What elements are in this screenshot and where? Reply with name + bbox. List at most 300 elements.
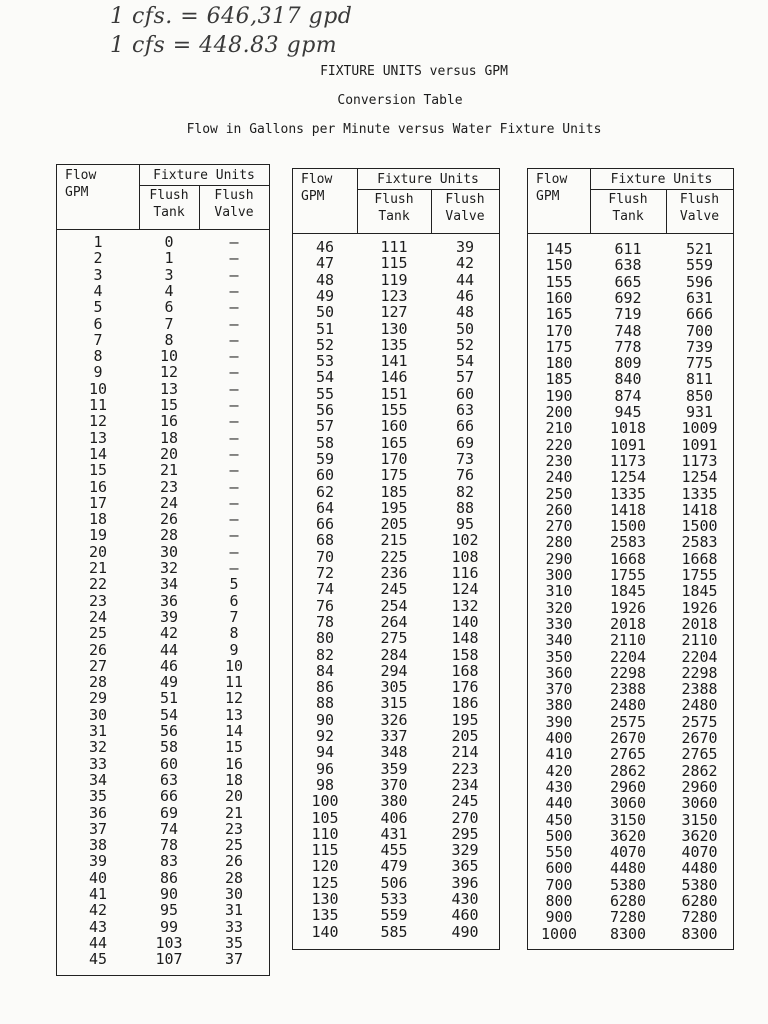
flush-valve-cell: 5 bbox=[229, 575, 239, 594]
table-row bbox=[57, 283, 269, 299]
flush-valve-cell: 30 bbox=[224, 885, 244, 903]
flow-gpm-cell: 10 bbox=[88, 379, 108, 398]
flush-valve-cell: 2480 bbox=[681, 696, 718, 715]
flush-tank-cell: 665 bbox=[614, 272, 642, 291]
flush-tank-cell: 945 bbox=[614, 403, 642, 421]
table-row bbox=[528, 355, 733, 371]
flush-valve-cell: 26 bbox=[224, 852, 244, 871]
flush-valve-cell: 490 bbox=[451, 922, 479, 941]
flush-valve-cell: 37 bbox=[224, 950, 244, 969]
flush-tank-cell: 42 bbox=[159, 624, 179, 643]
table-row bbox=[528, 453, 733, 469]
flush-valve-cell: 205 bbox=[451, 727, 479, 745]
flush-tank-cell: 30 bbox=[159, 542, 179, 561]
flush-valve-cell: 42 bbox=[455, 254, 475, 273]
flush-tank-cell: 692 bbox=[614, 288, 642, 307]
flush-valve-cell: 31 bbox=[224, 901, 244, 920]
table-row bbox=[528, 420, 733, 436]
flow-gpm-cell: 16 bbox=[88, 477, 108, 496]
table-row bbox=[528, 290, 733, 306]
flush-tank-cell: 315 bbox=[380, 694, 408, 713]
flush-tank-cell: 63 bbox=[159, 770, 179, 789]
table-row bbox=[57, 511, 269, 527]
flush-tank-cell: 83 bbox=[159, 852, 179, 871]
flow-gpm-cell: 74 bbox=[315, 580, 335, 599]
flush-valve-cell: 234 bbox=[451, 775, 479, 794]
flush-valve-cell: 148 bbox=[451, 629, 479, 648]
flush-valve-cell: 168 bbox=[451, 661, 479, 680]
flush-tank-cell: 7280 bbox=[609, 908, 647, 927]
table-row bbox=[293, 418, 499, 434]
flow-gpm-cell: 57 bbox=[315, 417, 335, 436]
flush-valve-cell: 8300 bbox=[681, 924, 718, 943]
flush-label: Flush bbox=[445, 192, 485, 207]
flush-tank-cell: 326 bbox=[380, 710, 408, 729]
flush-valve-cell: 3150 bbox=[681, 810, 718, 829]
flush-valve-cell: — bbox=[229, 314, 239, 333]
flow-gpm-cell: 5 bbox=[93, 298, 103, 317]
flush-valve-cell: 596 bbox=[685, 272, 714, 291]
flush-valve-cell: 2018 bbox=[681, 614, 718, 633]
flush-tank-cell: 86 bbox=[159, 868, 179, 887]
flow-gpm-cell: 270 bbox=[545, 517, 573, 536]
flush-label: Flush bbox=[608, 192, 648, 207]
flow-gpm-cell: 53 bbox=[315, 352, 335, 371]
flow-gpm-cell: 165 bbox=[545, 305, 573, 324]
flow-gpm-cell: 430 bbox=[545, 777, 573, 796]
flow-gpm-cell: 2 bbox=[93, 249, 103, 268]
flush-tank-header bbox=[357, 191, 431, 225]
flush-valve-cell: 365 bbox=[451, 857, 479, 876]
table-row bbox=[293, 842, 499, 858]
flush-tank-cell: 2298 bbox=[609, 663, 647, 682]
flow-gpm-cell: 220 bbox=[545, 435, 573, 454]
flush-valve-cell: 811 bbox=[685, 370, 714, 389]
flush-valve-cell: 60 bbox=[455, 384, 475, 403]
flow-gpm-cell: 350 bbox=[545, 647, 573, 666]
flush-tank-cell: 8 bbox=[164, 330, 174, 349]
flush-tank-cell: 2575 bbox=[609, 712, 647, 731]
flush-label: Flush bbox=[679, 192, 720, 207]
table-row bbox=[293, 598, 499, 614]
table-row bbox=[293, 924, 499, 940]
flush-valve-cell: — bbox=[229, 510, 239, 529]
table-row bbox=[528, 323, 733, 339]
flow-label: Flow bbox=[65, 168, 97, 183]
flush-valve-cell: 850 bbox=[685, 386, 714, 405]
table-row bbox=[528, 681, 733, 697]
flow-gpm-cell: 370 bbox=[545, 680, 573, 699]
flush-tank-cell: 36 bbox=[159, 591, 179, 610]
flush-valve-cell: 2204 bbox=[681, 647, 718, 666]
table-row bbox=[293, 614, 499, 630]
flush-tank-cell: 2960 bbox=[609, 777, 647, 796]
table-row bbox=[57, 430, 269, 446]
flow-gpm-cell: 98 bbox=[315, 775, 335, 794]
flow-gpm-cell: 54 bbox=[315, 368, 335, 387]
flush-valve-cell: 396 bbox=[451, 873, 479, 892]
table-row bbox=[528, 518, 733, 534]
flow-gpm-cell: 6 bbox=[93, 314, 103, 333]
flush-valve-cell: — bbox=[229, 559, 239, 577]
table-row bbox=[57, 886, 269, 902]
table-header bbox=[528, 169, 733, 234]
table-row bbox=[293, 386, 499, 402]
flow-gpm-cell: 11 bbox=[88, 396, 108, 414]
table-row bbox=[528, 860, 733, 876]
flush-valve-cell: 35 bbox=[224, 933, 244, 952]
flush-label: Flush bbox=[214, 188, 254, 203]
table-row bbox=[528, 649, 733, 665]
flush-valve-cell: — bbox=[229, 477, 239, 496]
table-row bbox=[57, 625, 269, 641]
flush-tank-cell: 874 bbox=[614, 386, 642, 405]
table-row bbox=[528, 274, 733, 290]
table-row bbox=[293, 516, 499, 532]
flush-valve-cell: 140 bbox=[451, 612, 479, 631]
flow-gpm-cell: 76 bbox=[315, 596, 335, 615]
flow-gpm-cell: 39 bbox=[88, 852, 108, 871]
flush-valve-header bbox=[666, 191, 733, 225]
flush-valve-cell: 223 bbox=[451, 759, 479, 778]
flush-valve-header bbox=[199, 187, 269, 221]
flush-tank-cell: 3 bbox=[164, 265, 174, 284]
table-row bbox=[57, 788, 269, 804]
table-row bbox=[293, 712, 499, 728]
gpm-label: GPM bbox=[536, 189, 560, 204]
flush-valve-cell: 2110 bbox=[681, 631, 718, 650]
flush-valve-cell: 6280 bbox=[681, 892, 718, 910]
flow-gpm-cell: 90 bbox=[315, 710, 335, 729]
table-row bbox=[57, 234, 269, 250]
flush-tank-cell: 165 bbox=[380, 433, 408, 452]
flush-tank-cell: 359 bbox=[380, 759, 408, 778]
flow-gpm-cell: 140 bbox=[311, 922, 339, 941]
table-row bbox=[57, 397, 269, 413]
flow-gpm-cell: 700 bbox=[545, 875, 573, 894]
flush-valve-cell: 8 bbox=[229, 624, 239, 643]
flush-valve-cell: 666 bbox=[685, 305, 714, 324]
flush-valve-cell: 1173 bbox=[681, 451, 718, 470]
valve-label: Valve bbox=[445, 209, 485, 224]
flow-gpm-cell: 48 bbox=[315, 270, 335, 289]
table-row bbox=[57, 479, 269, 495]
table-row bbox=[57, 658, 269, 674]
flush-valve-cell: 245 bbox=[451, 792, 479, 811]
flow-gpm-cell: 3 bbox=[93, 265, 103, 284]
table-row bbox=[528, 909, 733, 925]
flow-label: Flow bbox=[536, 172, 568, 187]
table-row bbox=[57, 674, 269, 690]
flush-tank-header bbox=[590, 191, 666, 225]
flush-valve-cell: — bbox=[229, 444, 239, 463]
table-row bbox=[57, 756, 269, 772]
flush-tank-cell: 611 bbox=[614, 240, 642, 258]
flow-gpm-cell: 21 bbox=[88, 559, 108, 577]
conversion-table-3 bbox=[527, 168, 734, 950]
column-divider bbox=[590, 169, 591, 233]
table-row bbox=[528, 583, 733, 599]
flow-gpm-cell: 1 bbox=[93, 233, 103, 251]
flush-tank-cell: 115 bbox=[380, 254, 408, 273]
flush-valve-cell: 1254 bbox=[681, 468, 718, 487]
table-row bbox=[293, 761, 499, 777]
flush-tank-cell: 337 bbox=[380, 727, 408, 745]
flush-valve-cell: 2862 bbox=[681, 761, 718, 780]
flush-valve-cell: — bbox=[229, 347, 239, 366]
fixture-units-header: Fixture Units bbox=[139, 168, 269, 186]
table-row bbox=[293, 255, 499, 271]
flow-gpm-cell: 29 bbox=[88, 689, 108, 708]
valve-label: Valve bbox=[679, 209, 720, 224]
flush-valve-cell: — bbox=[229, 526, 239, 545]
flush-tank-cell: 275 bbox=[380, 629, 408, 648]
table-row bbox=[528, 257, 733, 273]
table-row bbox=[57, 593, 269, 609]
flush-valve-cell: — bbox=[229, 542, 239, 561]
tank-label: Tank bbox=[378, 209, 410, 224]
flush-tank-cell: 135 bbox=[380, 335, 408, 354]
flush-tank-cell: 1418 bbox=[609, 500, 647, 519]
flow-gpm-cell: 410 bbox=[545, 745, 573, 764]
flow-gpm-cell: 82 bbox=[315, 645, 335, 664]
table-row bbox=[293, 744, 499, 760]
flush-valve-cell: 631 bbox=[685, 288, 714, 307]
flush-tank-header bbox=[139, 187, 199, 221]
flush-valve-cell: 10 bbox=[224, 656, 244, 675]
table-header bbox=[57, 165, 269, 230]
flow-gpm-cell: 600 bbox=[545, 859, 573, 878]
table-row bbox=[57, 919, 269, 935]
table-row bbox=[57, 609, 269, 625]
table-row bbox=[528, 665, 733, 681]
flow-gpm-cell: 105 bbox=[311, 808, 339, 827]
flow-gpm-cell: 80 bbox=[315, 629, 335, 648]
flush-valve-cell: 6 bbox=[229, 591, 239, 610]
flush-tank-cell: 5380 bbox=[609, 875, 647, 894]
flush-valve-cell: 2765 bbox=[681, 745, 718, 764]
flush-tank-cell: 778 bbox=[614, 337, 642, 356]
flush-tank-cell: 1926 bbox=[609, 598, 647, 617]
flush-tank-cell: 305 bbox=[380, 678, 408, 697]
gpm-label: GPM bbox=[301, 189, 325, 204]
flow-gpm-cell: 190 bbox=[545, 386, 573, 405]
table-row bbox=[57, 935, 269, 951]
flush-tank-cell: 18 bbox=[159, 428, 179, 447]
flow-gpm-cell: 18 bbox=[88, 510, 108, 529]
flush-tank-cell: 141 bbox=[380, 352, 408, 371]
flow-gpm-cell: 145 bbox=[545, 240, 573, 258]
flow-gpm-cell: 58 bbox=[315, 433, 335, 452]
flush-valve-cell: 18 bbox=[224, 770, 244, 789]
flush-tank-cell: 1 bbox=[164, 249, 174, 268]
flush-valve-cell: 5380 bbox=[681, 875, 718, 894]
flush-tank-cell: 1845 bbox=[609, 582, 647, 601]
table-row bbox=[528, 241, 733, 257]
flush-tank-cell: 559 bbox=[380, 906, 408, 925]
flush-valve-cell: 1926 bbox=[681, 598, 718, 617]
flush-tank-cell: 431 bbox=[380, 824, 408, 843]
table-row bbox=[528, 828, 733, 844]
flow-gpm-cell: 17 bbox=[88, 493, 108, 512]
flush-valve-cell: 1091 bbox=[681, 435, 718, 454]
flush-tank-cell: 185 bbox=[380, 482, 408, 501]
flow-gpm-cell: 25 bbox=[88, 624, 108, 643]
flush-tank-cell: 8300 bbox=[609, 924, 647, 943]
flow-gpm-cell: 59 bbox=[315, 449, 335, 468]
flush-valve-cell: 28 bbox=[224, 868, 244, 887]
flush-tank-cell: 107 bbox=[155, 950, 183, 969]
flush-tank-cell: 6 bbox=[164, 298, 174, 317]
flush-tank-cell: 1018 bbox=[609, 419, 647, 438]
flush-tank-cell: 2110 bbox=[609, 631, 647, 650]
flush-tank-cell: 20 bbox=[159, 444, 179, 463]
flow-gpm-cell: 68 bbox=[315, 531, 335, 550]
flush-tank-cell: 44 bbox=[159, 640, 179, 659]
document-subtitle: Conversion Table bbox=[337, 93, 463, 108]
table-row bbox=[293, 858, 499, 874]
flush-tank-cell: 66 bbox=[159, 787, 179, 806]
flow-gpm-cell: 60 bbox=[315, 466, 335, 485]
flush-tank-cell: 225 bbox=[380, 547, 408, 566]
column-divider bbox=[199, 185, 200, 229]
table-row bbox=[528, 600, 733, 616]
table-row bbox=[528, 812, 733, 828]
flow-gpm-cell: 310 bbox=[545, 582, 573, 601]
flush-valve-cell: 21 bbox=[224, 803, 244, 822]
flush-tank-cell: 15 bbox=[159, 396, 179, 414]
flush-valve-cell: 63 bbox=[455, 401, 475, 419]
flush-valve-cell: 76 bbox=[455, 466, 475, 485]
table-row bbox=[528, 388, 733, 404]
flush-tank-cell: 2204 bbox=[609, 647, 647, 666]
flush-valve-cell: 54 bbox=[455, 352, 475, 371]
flush-valve-cell: 108 bbox=[451, 547, 479, 566]
flow-gpm-cell: 360 bbox=[545, 663, 573, 682]
flush-valve-cell: 73 bbox=[455, 449, 475, 468]
flush-tank-cell: 130 bbox=[380, 319, 408, 338]
flush-tank-cell: 60 bbox=[159, 754, 179, 773]
flush-valve-cell: 16 bbox=[224, 754, 244, 773]
flush-valve-cell: 2960 bbox=[681, 777, 718, 796]
flush-valve-cell: 2583 bbox=[681, 533, 718, 552]
table-row bbox=[57, 951, 269, 967]
flush-valve-cell: 69 bbox=[455, 433, 475, 452]
flush-tank-cell: 54 bbox=[159, 705, 179, 724]
table-row bbox=[57, 250, 269, 266]
table-caption: Flow in Gallons per Minute versus Water Fixture Units bbox=[186, 122, 602, 137]
table-row bbox=[57, 902, 269, 918]
table-row bbox=[57, 544, 269, 560]
flush-valve-cell: 44 bbox=[455, 270, 475, 289]
flow-gpm-cell: 49 bbox=[315, 286, 335, 305]
flush-tank-cell: 34 bbox=[159, 575, 179, 594]
table-row bbox=[293, 826, 499, 842]
flush-valve-cell: 559 bbox=[685, 256, 714, 275]
flush-tank-cell: 58 bbox=[159, 738, 179, 757]
flow-gpm-cell: 92 bbox=[315, 727, 335, 745]
flush-tank-cell: 99 bbox=[159, 917, 179, 936]
flush-tank-cell: 6280 bbox=[609, 892, 647, 910]
flow-gpm-cell: 450 bbox=[545, 810, 573, 829]
flow-gpm-cell: 800 bbox=[545, 892, 573, 910]
flow-gpm-cell: 24 bbox=[88, 607, 108, 626]
flush-tank-cell: 1254 bbox=[609, 468, 647, 487]
flush-valve-cell: 295 bbox=[451, 824, 479, 843]
flow-gpm-cell: 55 bbox=[315, 384, 335, 403]
table-row bbox=[57, 332, 269, 348]
flush-tank-cell: 78 bbox=[159, 836, 179, 855]
flow-label: Flow bbox=[301, 172, 333, 187]
flow-gpm-header bbox=[57, 167, 139, 201]
flow-gpm-cell: 47 bbox=[315, 254, 335, 273]
table-row bbox=[293, 484, 499, 500]
flush-valve-cell: 7 bbox=[229, 607, 239, 626]
table-row bbox=[57, 837, 269, 853]
flush-valve-cell: 14 bbox=[224, 722, 244, 740]
table-row bbox=[293, 500, 499, 516]
flush-tank-cell: 2480 bbox=[609, 696, 647, 715]
flow-gpm-cell: 56 bbox=[315, 401, 335, 419]
table-row bbox=[293, 532, 499, 548]
flush-valve-cell: 460 bbox=[451, 906, 479, 925]
flush-tank-cell: 127 bbox=[380, 303, 408, 322]
flow-gpm-cell: 260 bbox=[545, 500, 573, 519]
flow-gpm-cell: 50 bbox=[315, 303, 335, 322]
table-row bbox=[293, 777, 499, 793]
flush-tank-cell: 3620 bbox=[609, 826, 647, 845]
tank-label: Tank bbox=[612, 209, 644, 224]
flow-gpm-cell: 38 bbox=[88, 836, 108, 855]
table-row bbox=[293, 288, 499, 304]
flush-tank-cell: 809 bbox=[614, 354, 642, 373]
flush-tank-cell: 56 bbox=[159, 722, 179, 740]
table-row bbox=[57, 642, 269, 658]
flush-tank-cell: 103 bbox=[155, 933, 183, 952]
flush-valve-cell: 158 bbox=[451, 645, 479, 664]
flush-valve-cell: 95 bbox=[455, 515, 475, 534]
flow-gpm-cell: 900 bbox=[545, 908, 573, 927]
flush-valve-cell: 3060 bbox=[681, 794, 718, 813]
table-row bbox=[293, 581, 499, 597]
flush-tank-cell: 146 bbox=[380, 368, 408, 387]
flush-valve-cell: 2298 bbox=[681, 663, 718, 682]
flush-tank-cell: 32 bbox=[159, 559, 179, 577]
column-divider bbox=[139, 165, 140, 229]
table-row bbox=[293, 695, 499, 711]
table-row bbox=[293, 369, 499, 385]
table-row bbox=[293, 663, 499, 679]
table-row bbox=[57, 870, 269, 886]
flow-gpm-header bbox=[528, 171, 590, 205]
table-row bbox=[57, 267, 269, 283]
table-header bbox=[293, 169, 499, 234]
flush-valve-cell: 25 bbox=[224, 836, 244, 855]
conversion-table-2 bbox=[292, 168, 500, 950]
flush-tank-cell: 23 bbox=[159, 477, 179, 496]
table-row bbox=[293, 679, 499, 695]
flush-tank-cell: 39 bbox=[159, 607, 179, 626]
flush-valve-cell: 48 bbox=[455, 303, 475, 322]
valve-label: Valve bbox=[214, 205, 254, 220]
flush-tank-cell: 506 bbox=[380, 873, 408, 892]
table-row bbox=[528, 730, 733, 746]
flush-valve-cell: 775 bbox=[685, 354, 714, 373]
flow-gpm-cell: 1000 bbox=[540, 924, 578, 943]
flush-tank-cell: 284 bbox=[380, 645, 408, 664]
flush-valve-cell: 739 bbox=[685, 337, 714, 356]
table-row bbox=[293, 728, 499, 744]
